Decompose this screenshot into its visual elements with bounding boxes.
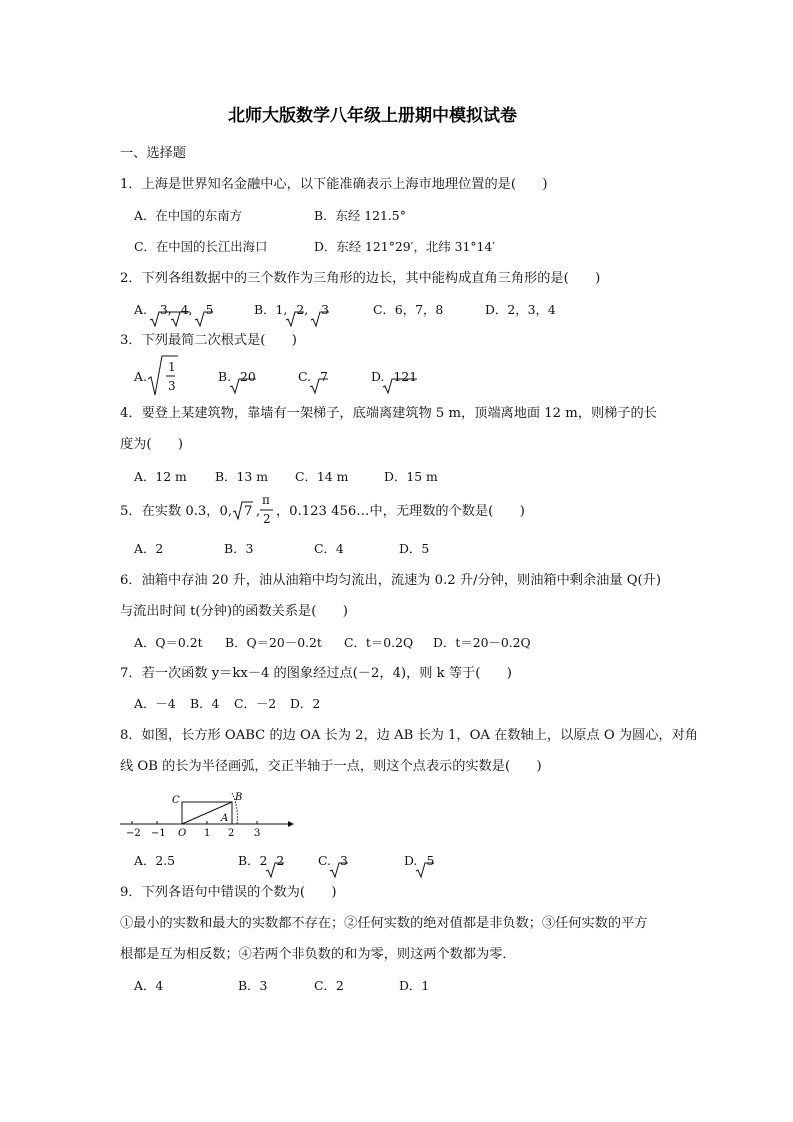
page-title: 北师大版数学八年级上册期中模拟试卷 <box>228 106 517 126</box>
q9-statement-line2: 根都是互为相反数；④若两个非负数的和为零，则这两个数都为零． <box>120 947 516 962</box>
q8-c-radicand: 3 <box>339 853 348 868</box>
q9-option-a: A．4 <box>134 978 164 993</box>
q7-stem: 7．若一次函数 y＝kx－4 的图象经过点(－2，4)，则 k 等于( ) <box>120 666 512 681</box>
tick-label-1: 1 <box>204 828 211 839</box>
q3-option-d-label: D. <box>371 369 385 384</box>
q4-stem-line1: 4．要登上某建筑物，靠墙有一架梯子，底端离建筑物 5 m，顶端离地面 12 m，则梯子的长 <box>120 406 657 421</box>
point-c-label: C <box>172 795 180 806</box>
q5-option-b: B．3 <box>224 541 254 556</box>
tick-label-3: 3 <box>254 828 261 839</box>
q4-option-d: D．15 m <box>384 469 438 484</box>
section-heading: 一、选择题 <box>120 146 186 161</box>
q7-option-a: A．－4 <box>134 696 176 711</box>
q8-stem-line1: 8．如图，长方形 OABC 的边 OA 长为 2，边 AB 长为 1，OA 在数轴上，以原点 O 为圆心，对角 <box>120 728 698 743</box>
q6-option-a: A．Q＝0.2t <box>134 635 203 650</box>
q1-option-c: C．在中国的长江出海口 <box>134 239 268 254</box>
q2-b-radicand-2: 3 <box>321 302 329 317</box>
q8-option-b <box>238 855 284 867</box>
q5-option-c: C．4 <box>314 541 344 556</box>
q2-option-d: D．2，3，4 <box>485 302 556 317</box>
q5-stem-pre: 5．在实数 0.3，0, <box>120 504 233 519</box>
q5-option-d: D．5 <box>399 541 430 556</box>
q8-number-line-figure <box>116 788 296 840</box>
q2-a-radicand-1: 3 <box>159 302 168 317</box>
q2-option-a: A. 3, 4, 5 <box>134 304 213 316</box>
tick-label-2: 2 <box>228 828 235 839</box>
q1-option-b: B．东经 121.5° <box>314 208 406 223</box>
q6-option-c: C．t＝0.2Q <box>344 635 414 650</box>
q5-option-a: A．2 <box>134 541 164 556</box>
q9-option-b: B．3 <box>238 978 268 993</box>
q8-option-c <box>318 855 348 867</box>
q3-option-c-label: C. <box>298 369 311 384</box>
q4-option-b: B．13 m <box>215 469 268 484</box>
q2-a-radicand-2: 4 <box>180 302 189 317</box>
q8-stem-line2: 线 OB 的长为半径画弧，交正半轴于一点，则这个点表示的实数是( ) <box>120 759 542 774</box>
q4-option-c: C．14 m <box>295 469 349 484</box>
point-b-label: B <box>235 792 243 803</box>
q2-option-c: C．6，7，8 <box>373 302 444 317</box>
q6-option-d: D．t＝20－0.2Q <box>433 635 531 650</box>
q2-b-radicand-1: 2 <box>296 302 305 317</box>
q7-option-c: C．－2 <box>234 696 277 711</box>
q9-stem: 9．下列各语句中错误的个数为( ) <box>120 885 337 900</box>
q6-stem-line1: 6．油箱中存油 20 升，油从油箱中均匀流出，流速为 0.2 升/分钟，则油箱中剩余油量 Q(升) <box>120 573 662 588</box>
q3-stem: 3．下列最简二次根式是( ) <box>120 333 297 348</box>
q3-b-radicand: 20 <box>240 369 256 384</box>
q3-option-b-label: B. <box>218 369 232 384</box>
q2-a-radicand-3: 5 <box>205 302 214 317</box>
q2-option-a-label: A. <box>134 302 147 317</box>
q3-d-radicand: 121 <box>393 369 418 384</box>
q8-option-d <box>404 855 434 867</box>
q8-d-radicand: 5 <box>426 853 435 868</box>
q5-stem-post: ，0.123 456…中，无理数的个数是( ) <box>276 504 525 519</box>
q8-option-b-label: B．2 <box>238 853 268 868</box>
q5-pi: π <box>262 493 270 507</box>
q7-option-b: B．4 <box>190 696 220 711</box>
q3-option-b <box>218 371 256 383</box>
q3-option-d <box>371 371 417 383</box>
q8-option-c-label: C. <box>318 853 331 868</box>
q7-option-d: D．2 <box>290 696 321 711</box>
q6-stem-line2: 与流出时间 t(分钟)的函数关系是( ) <box>120 604 348 619</box>
q5-two: 2 <box>263 512 271 526</box>
tick-label-neg1: −1 <box>151 828 166 839</box>
q3-option-a-label: A. <box>134 369 147 384</box>
fraction-bar <box>260 509 274 511</box>
q2-option-b-label: B．1, <box>254 302 288 317</box>
q1-option-d: D．东经 121°29′，北纬 31°14′ <box>314 239 496 254</box>
q2-option-b: B．1, 2, 3 <box>254 304 329 316</box>
q3-a-numerator: 1 <box>168 360 176 374</box>
q6-option-b: B．Q＝20－0.2t <box>225 635 322 650</box>
q1-option-a: A．在中国的东南方 <box>134 208 243 223</box>
origin-label: O <box>178 828 187 839</box>
q9-option-c: C．2 <box>314 978 344 993</box>
q8-b-radicand: 2 <box>276 853 285 868</box>
q9-option-d: D．1 <box>399 978 430 993</box>
q9-statement-line1: ①最小的实数和最大的实数都不存在；②任何实数的绝对值都是非负数；③任何实数的平方 <box>120 916 648 931</box>
q8-option-d-label: D. <box>404 853 418 868</box>
q3-c-radicand: 7 <box>319 369 328 384</box>
q8-option-a: A．2.5 <box>134 853 176 868</box>
q2-stem: 2．下列各组数据中的三个数作为三角形的边长，其中能构成直角三角形的是( ) <box>120 271 601 286</box>
q1-stem: 1．上海是世界知名金融中心，以下能准确表示上海市地理位置的是( ) <box>120 177 548 192</box>
q4-stem-line2: 度为( ) <box>120 437 184 452</box>
point-a-label: A <box>221 813 229 824</box>
q3-option-c <box>298 371 328 383</box>
q5-stem-radicand: 7 <box>244 504 253 519</box>
q4-option-a: A．12 m <box>134 469 187 484</box>
tick-label-neg2: −2 <box>126 828 141 839</box>
q3-a-denominator: 3 <box>168 379 176 393</box>
